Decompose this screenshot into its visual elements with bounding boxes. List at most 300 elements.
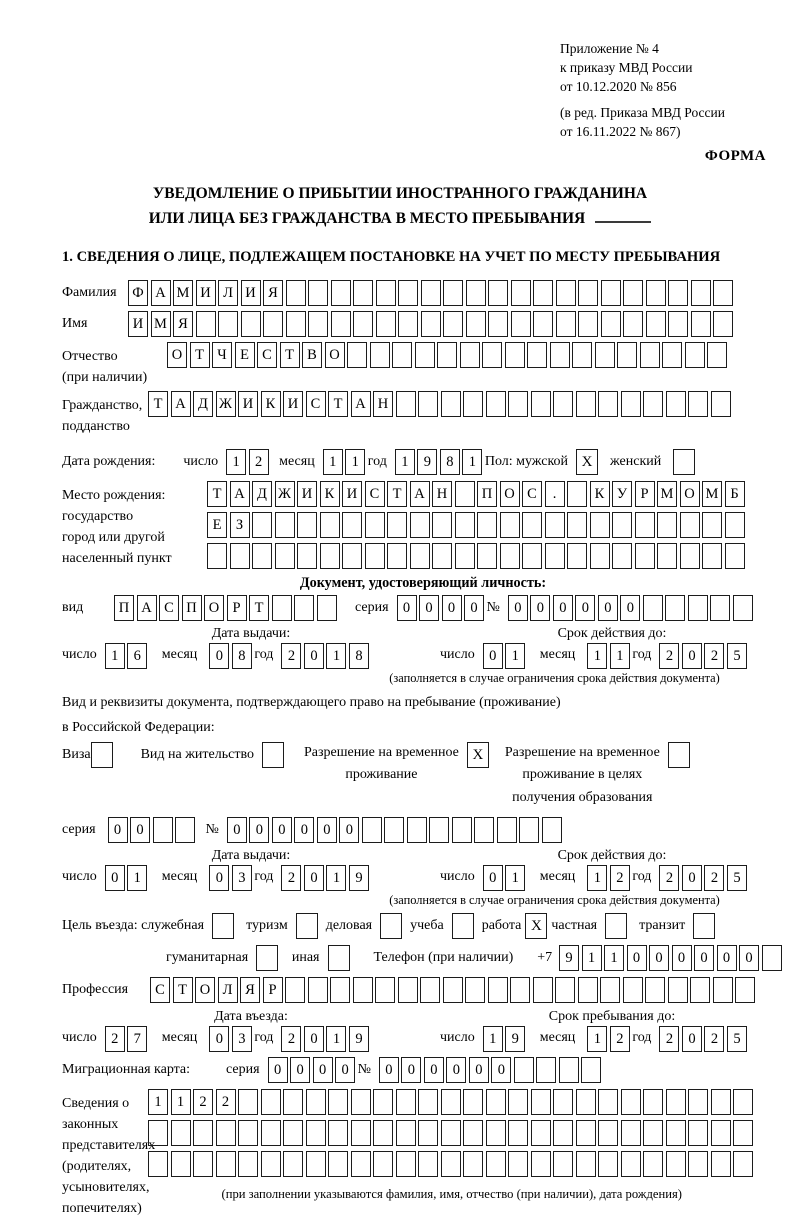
- profession-cells[interactable]: [150, 977, 758, 1003]
- char-cell[interactable]: [429, 817, 449, 843]
- char-cell[interactable]: И: [128, 311, 148, 337]
- char-cell[interactable]: [283, 1151, 303, 1177]
- char-cell[interactable]: [148, 1151, 168, 1177]
- char-cell[interactable]: [306, 1151, 326, 1177]
- char-cell[interactable]: [665, 595, 685, 621]
- char-cell[interactable]: [261, 1120, 281, 1146]
- char-cell[interactable]: Д: [193, 391, 213, 417]
- char-cell[interactable]: Я: [263, 280, 283, 306]
- char-cell[interactable]: [522, 543, 542, 569]
- permit-valid-year-cells[interactable]: [659, 865, 749, 891]
- char-cell[interactable]: [463, 1120, 483, 1146]
- char-cell[interactable]: [452, 817, 472, 843]
- char-cell[interactable]: [465, 977, 485, 1003]
- char-cell[interactable]: [407, 817, 427, 843]
- char-cell[interactable]: [711, 1151, 731, 1177]
- temp-residence-education-checkbox[interactable]: [668, 742, 690, 768]
- char-cell[interactable]: 2: [105, 1026, 125, 1052]
- char-cell[interactable]: [320, 543, 340, 569]
- char-cell[interactable]: 0: [335, 1057, 355, 1083]
- char-cell[interactable]: 0: [209, 643, 229, 669]
- surname-cells[interactable]: [128, 280, 736, 306]
- char-cell[interactable]: [455, 481, 475, 507]
- char-cell[interactable]: 1: [395, 449, 415, 475]
- char-cell[interactable]: О: [325, 342, 345, 368]
- residence-permit-checkbox[interactable]: [262, 742, 284, 768]
- char-cell[interactable]: [486, 391, 506, 417]
- char-cell[interactable]: [285, 977, 305, 1003]
- char-cell[interactable]: 7: [127, 1026, 147, 1052]
- char-cell[interactable]: 0: [620, 595, 640, 621]
- char-cell[interactable]: [710, 595, 730, 621]
- char-cell[interactable]: С: [365, 481, 385, 507]
- purpose-private-checkbox[interactable]: [605, 913, 627, 939]
- char-cell[interactable]: 2: [610, 865, 630, 891]
- char-cell[interactable]: [713, 311, 733, 337]
- char-cell[interactable]: [576, 1151, 596, 1177]
- char-cell[interactable]: [261, 1089, 281, 1115]
- migration-number-cells[interactable]: [379, 1057, 604, 1083]
- char-cell[interactable]: П: [182, 595, 202, 621]
- id-valid-day-cells[interactable]: [483, 643, 528, 669]
- char-cell[interactable]: [437, 342, 457, 368]
- char-cell[interactable]: 0: [130, 817, 150, 843]
- entry-year-cells[interactable]: [281, 1026, 371, 1052]
- char-cell[interactable]: 6: [127, 643, 147, 669]
- char-cell[interactable]: [207, 543, 227, 569]
- char-cell[interactable]: [148, 1120, 168, 1146]
- char-cell[interactable]: [572, 342, 592, 368]
- char-cell[interactable]: [373, 1120, 393, 1146]
- char-cell[interactable]: А: [151, 280, 171, 306]
- char-cell[interactable]: 2: [281, 643, 301, 669]
- char-cell[interactable]: [418, 1120, 438, 1146]
- visa-checkbox[interactable]: [91, 742, 113, 768]
- char-cell[interactable]: 0: [717, 945, 737, 971]
- char-cell[interactable]: [443, 311, 463, 337]
- char-cell[interactable]: 0: [682, 1026, 702, 1052]
- char-cell[interactable]: [713, 977, 733, 1003]
- char-cell[interactable]: 0: [483, 865, 503, 891]
- char-cell[interactable]: [522, 512, 542, 538]
- char-cell[interactable]: 2: [249, 449, 269, 475]
- char-cell[interactable]: 0: [268, 1057, 288, 1083]
- char-cell[interactable]: 0: [419, 595, 439, 621]
- char-cell[interactable]: 1: [587, 865, 607, 891]
- char-cell[interactable]: [505, 342, 525, 368]
- char-cell[interactable]: Т: [387, 481, 407, 507]
- char-cell[interactable]: 1: [323, 449, 343, 475]
- char-cell[interactable]: [486, 1089, 506, 1115]
- char-cell[interactable]: 0: [424, 1057, 444, 1083]
- char-cell[interactable]: [328, 1089, 348, 1115]
- char-cell[interactable]: [396, 1120, 416, 1146]
- char-cell[interactable]: Е: [207, 512, 227, 538]
- char-cell[interactable]: 0: [508, 595, 528, 621]
- char-cell[interactable]: [441, 391, 461, 417]
- char-cell[interactable]: М: [657, 481, 677, 507]
- char-cell[interactable]: 1: [345, 449, 365, 475]
- char-cell[interactable]: 1: [105, 643, 125, 669]
- char-cell[interactable]: [463, 1089, 483, 1115]
- char-cell[interactable]: [643, 391, 663, 417]
- char-cell[interactable]: [306, 1089, 326, 1115]
- char-cell[interactable]: [690, 977, 710, 1003]
- char-cell[interactable]: С: [159, 595, 179, 621]
- char-cell[interactable]: [153, 817, 173, 843]
- char-cell[interactable]: [477, 543, 497, 569]
- char-cell[interactable]: [680, 543, 700, 569]
- char-cell[interactable]: [263, 311, 283, 337]
- char-cell[interactable]: [500, 512, 520, 538]
- char-cell[interactable]: 0: [339, 817, 359, 843]
- char-cell[interactable]: [643, 1120, 663, 1146]
- char-cell[interactable]: [306, 1120, 326, 1146]
- char-cell[interactable]: [477, 512, 497, 538]
- char-cell[interactable]: Р: [227, 595, 247, 621]
- char-cell[interactable]: [567, 543, 587, 569]
- char-cell[interactable]: 0: [598, 595, 618, 621]
- char-cell[interactable]: С: [306, 391, 326, 417]
- char-cell[interactable]: [463, 1151, 483, 1177]
- char-cell[interactable]: З: [230, 512, 250, 538]
- char-cell[interactable]: А: [351, 391, 371, 417]
- char-cell[interactable]: [643, 1151, 663, 1177]
- char-cell[interactable]: 8: [349, 643, 369, 669]
- char-cell[interactable]: [398, 280, 418, 306]
- char-cell[interactable]: [283, 1089, 303, 1115]
- char-cell[interactable]: [657, 512, 677, 538]
- char-cell[interactable]: И: [297, 481, 317, 507]
- char-cell[interactable]: [576, 1120, 596, 1146]
- doc-type-cells[interactable]: [114, 595, 339, 621]
- char-cell[interactable]: 2: [216, 1089, 236, 1115]
- char-cell[interactable]: [688, 391, 708, 417]
- char-cell[interactable]: [238, 1151, 258, 1177]
- char-cell[interactable]: Т: [148, 391, 168, 417]
- char-cell[interactable]: [567, 481, 587, 507]
- char-cell[interactable]: [680, 512, 700, 538]
- char-cell[interactable]: [623, 280, 643, 306]
- permit-series-cells[interactable]: [108, 817, 198, 843]
- char-cell[interactable]: [598, 1120, 618, 1146]
- char-cell[interactable]: 0: [442, 595, 462, 621]
- char-cell[interactable]: 9: [349, 1026, 369, 1052]
- char-cell[interactable]: [351, 1120, 371, 1146]
- char-cell[interactable]: [711, 1089, 731, 1115]
- purpose-official-checkbox[interactable]: [212, 913, 234, 939]
- char-cell[interactable]: [375, 977, 395, 1003]
- char-cell[interactable]: 0: [272, 817, 292, 843]
- given-name-cells[interactable]: [128, 311, 736, 337]
- char-cell[interactable]: [595, 342, 615, 368]
- char-cell[interactable]: [688, 1120, 708, 1146]
- char-cell[interactable]: Т: [280, 342, 300, 368]
- char-cell[interactable]: [643, 1089, 663, 1115]
- char-cell[interactable]: [421, 280, 441, 306]
- char-cell[interactable]: [691, 311, 711, 337]
- char-cell[interactable]: 9: [559, 945, 579, 971]
- char-cell[interactable]: [511, 280, 531, 306]
- char-cell[interactable]: [410, 512, 430, 538]
- char-cell[interactable]: [621, 391, 641, 417]
- char-cell[interactable]: [362, 817, 382, 843]
- char-cell[interactable]: [455, 543, 475, 569]
- char-cell[interactable]: [531, 391, 551, 417]
- char-cell[interactable]: [351, 1089, 371, 1115]
- char-cell[interactable]: [598, 391, 618, 417]
- sex-female-checkbox[interactable]: [673, 449, 695, 475]
- char-cell[interactable]: [545, 543, 565, 569]
- representatives-row1-cells[interactable]: [148, 1089, 756, 1115]
- char-cell[interactable]: [351, 1151, 371, 1177]
- char-cell[interactable]: 1: [226, 449, 246, 475]
- char-cell[interactable]: [415, 342, 435, 368]
- char-cell[interactable]: [662, 342, 682, 368]
- id-issue-day-cells[interactable]: [105, 643, 150, 669]
- char-cell[interactable]: Б: [725, 481, 745, 507]
- char-cell[interactable]: 0: [530, 595, 550, 621]
- char-cell[interactable]: 1: [604, 945, 624, 971]
- char-cell[interactable]: [621, 1151, 641, 1177]
- char-cell[interactable]: [511, 311, 531, 337]
- char-cell[interactable]: [702, 543, 722, 569]
- char-cell[interactable]: [545, 512, 565, 538]
- char-cell[interactable]: [252, 543, 272, 569]
- sex-male-checkbox[interactable]: X: [576, 449, 598, 475]
- char-cell[interactable]: 1: [326, 1026, 346, 1052]
- char-cell[interactable]: Р: [635, 481, 655, 507]
- char-cell[interactable]: [635, 543, 655, 569]
- char-cell[interactable]: 0: [290, 1057, 310, 1083]
- char-cell[interactable]: [542, 817, 562, 843]
- char-cell[interactable]: [685, 342, 705, 368]
- char-cell[interactable]: К: [590, 481, 610, 507]
- char-cell[interactable]: 0: [304, 1026, 324, 1052]
- char-cell[interactable]: 0: [397, 595, 417, 621]
- char-cell[interactable]: [294, 595, 314, 621]
- representatives-row3-cells[interactable]: [148, 1151, 756, 1177]
- char-cell[interactable]: [707, 342, 727, 368]
- char-cell[interactable]: [396, 1089, 416, 1115]
- char-cell[interactable]: [297, 543, 317, 569]
- char-cell[interactable]: [556, 280, 576, 306]
- char-cell[interactable]: [463, 391, 483, 417]
- char-cell[interactable]: 2: [281, 865, 301, 891]
- char-cell[interactable]: Т: [173, 977, 193, 1003]
- char-cell[interactable]: 2: [659, 1026, 679, 1052]
- char-cell[interactable]: [488, 311, 508, 337]
- char-cell[interactable]: [531, 1120, 551, 1146]
- char-cell[interactable]: 0: [317, 817, 337, 843]
- char-cell[interactable]: [688, 1151, 708, 1177]
- char-cell[interactable]: А: [230, 481, 250, 507]
- purpose-study-checkbox[interactable]: [452, 913, 474, 939]
- purpose-business-checkbox[interactable]: [380, 913, 402, 939]
- char-cell[interactable]: [691, 280, 711, 306]
- entry-day-cells[interactable]: [105, 1026, 150, 1052]
- char-cell[interactable]: [432, 512, 452, 538]
- doc-series-cells[interactable]: [397, 595, 487, 621]
- char-cell[interactable]: 0: [446, 1057, 466, 1083]
- char-cell[interactable]: [519, 817, 539, 843]
- char-cell[interactable]: [646, 311, 666, 337]
- char-cell[interactable]: [193, 1120, 213, 1146]
- char-cell[interactable]: [725, 512, 745, 538]
- char-cell[interactable]: [735, 977, 755, 1003]
- char-cell[interactable]: [392, 342, 412, 368]
- char-cell[interactable]: [443, 280, 463, 306]
- char-cell[interactable]: [398, 977, 418, 1003]
- char-cell[interactable]: [175, 817, 195, 843]
- char-cell[interactable]: И: [238, 391, 258, 417]
- char-cell[interactable]: 1: [587, 1026, 607, 1052]
- char-cell[interactable]: [443, 977, 463, 1003]
- char-cell[interactable]: 2: [193, 1089, 213, 1115]
- char-cell[interactable]: О: [167, 342, 187, 368]
- char-cell[interactable]: [486, 1120, 506, 1146]
- char-cell[interactable]: [238, 1089, 258, 1115]
- char-cell[interactable]: 2: [610, 1026, 630, 1052]
- char-cell[interactable]: [387, 512, 407, 538]
- birth-day-cells[interactable]: [226, 449, 271, 475]
- char-cell[interactable]: 9: [505, 1026, 525, 1052]
- char-cell[interactable]: [508, 1120, 528, 1146]
- char-cell[interactable]: [353, 977, 373, 1003]
- char-cell[interactable]: [567, 512, 587, 538]
- char-cell[interactable]: 1: [505, 643, 525, 669]
- char-cell[interactable]: 2: [704, 865, 724, 891]
- char-cell[interactable]: [527, 342, 547, 368]
- char-cell[interactable]: И: [283, 391, 303, 417]
- char-cell[interactable]: [218, 311, 238, 337]
- char-cell[interactable]: [702, 512, 722, 538]
- char-cell[interactable]: [308, 977, 328, 1003]
- char-cell[interactable]: [308, 280, 328, 306]
- char-cell[interactable]: 1: [610, 643, 630, 669]
- char-cell[interactable]: П: [477, 481, 497, 507]
- char-cell[interactable]: 1: [462, 449, 482, 475]
- char-cell[interactable]: И: [342, 481, 362, 507]
- char-cell[interactable]: [373, 1151, 393, 1177]
- char-cell[interactable]: Я: [240, 977, 260, 1003]
- char-cell[interactable]: Ф: [128, 280, 148, 306]
- char-cell[interactable]: 8: [440, 449, 460, 475]
- char-cell[interactable]: [553, 1120, 573, 1146]
- citizenship-cells[interactable]: [148, 391, 733, 417]
- char-cell[interactable]: [286, 311, 306, 337]
- char-cell[interactable]: [331, 280, 351, 306]
- char-cell[interactable]: 3: [232, 865, 252, 891]
- char-cell[interactable]: [488, 977, 508, 1003]
- char-cell[interactable]: [612, 512, 632, 538]
- char-cell[interactable]: [347, 342, 367, 368]
- id-issue-month-cells[interactable]: [209, 643, 254, 669]
- char-cell[interactable]: О: [195, 977, 215, 1003]
- char-cell[interactable]: [666, 1151, 686, 1177]
- char-cell[interactable]: 0: [575, 595, 595, 621]
- char-cell[interactable]: [623, 977, 643, 1003]
- char-cell[interactable]: [553, 1089, 573, 1115]
- char-cell[interactable]: 2: [659, 643, 679, 669]
- char-cell[interactable]: Л: [218, 977, 238, 1003]
- char-cell[interactable]: [533, 280, 553, 306]
- purpose-transit-checkbox[interactable]: [693, 913, 715, 939]
- char-cell[interactable]: [196, 311, 216, 337]
- char-cell[interactable]: А: [137, 595, 157, 621]
- char-cell[interactable]: 0: [491, 1057, 511, 1083]
- char-cell[interactable]: 9: [417, 449, 437, 475]
- char-cell[interactable]: 0: [304, 643, 324, 669]
- char-cell[interactable]: [553, 391, 573, 417]
- char-cell[interactable]: Л: [218, 280, 238, 306]
- migration-series-cells[interactable]: [268, 1057, 358, 1083]
- char-cell[interactable]: [533, 311, 553, 337]
- char-cell[interactable]: [418, 1151, 438, 1177]
- char-cell[interactable]: 0: [464, 595, 484, 621]
- char-cell[interactable]: [555, 977, 575, 1003]
- char-cell[interactable]: [645, 977, 665, 1003]
- char-cell[interactable]: [216, 1151, 236, 1177]
- char-cell[interactable]: 2: [704, 1026, 724, 1052]
- char-cell[interactable]: К: [261, 391, 281, 417]
- char-cell[interactable]: [688, 595, 708, 621]
- char-cell[interactable]: 0: [379, 1057, 399, 1083]
- char-cell[interactable]: [421, 311, 441, 337]
- char-cell[interactable]: [376, 280, 396, 306]
- char-cell[interactable]: [488, 280, 508, 306]
- permit-issue-day-cells[interactable]: [105, 865, 150, 891]
- char-cell[interactable]: 0: [209, 1026, 229, 1052]
- char-cell[interactable]: [500, 543, 520, 569]
- char-cell[interactable]: [384, 817, 404, 843]
- char-cell[interactable]: [216, 1120, 236, 1146]
- char-cell[interactable]: [666, 1120, 686, 1146]
- char-cell[interactable]: [578, 311, 598, 337]
- char-cell[interactable]: [418, 1089, 438, 1115]
- char-cell[interactable]: 2: [704, 643, 724, 669]
- permit-issue-year-cells[interactable]: [281, 865, 371, 891]
- char-cell[interactable]: 1: [148, 1089, 168, 1115]
- char-cell[interactable]: [666, 1089, 686, 1115]
- char-cell[interactable]: 8: [232, 643, 252, 669]
- char-cell[interactable]: [617, 342, 637, 368]
- char-cell[interactable]: .: [545, 481, 565, 507]
- char-cell[interactable]: Я: [173, 311, 193, 337]
- char-cell[interactable]: 5: [727, 865, 747, 891]
- char-cell[interactable]: 9: [349, 865, 369, 891]
- char-cell[interactable]: Е: [235, 342, 255, 368]
- char-cell[interactable]: [441, 1151, 461, 1177]
- char-cell[interactable]: 0: [483, 643, 503, 669]
- char-cell[interactable]: [432, 543, 452, 569]
- char-cell[interactable]: Т: [190, 342, 210, 368]
- char-cell[interactable]: 0: [694, 945, 714, 971]
- char-cell[interactable]: 1: [582, 945, 602, 971]
- char-cell[interactable]: [373, 1089, 393, 1115]
- phone-cells[interactable]: [559, 945, 784, 971]
- char-cell[interactable]: [576, 391, 596, 417]
- char-cell[interactable]: [643, 595, 663, 621]
- char-cell[interactable]: М: [702, 481, 722, 507]
- stay-day-cells[interactable]: [483, 1026, 528, 1052]
- char-cell[interactable]: [330, 977, 350, 1003]
- char-cell[interactable]: 0: [294, 817, 314, 843]
- char-cell[interactable]: [666, 391, 686, 417]
- id-valid-month-cells[interactable]: [587, 643, 632, 669]
- char-cell[interactable]: 0: [108, 817, 128, 843]
- char-cell[interactable]: [441, 1089, 461, 1115]
